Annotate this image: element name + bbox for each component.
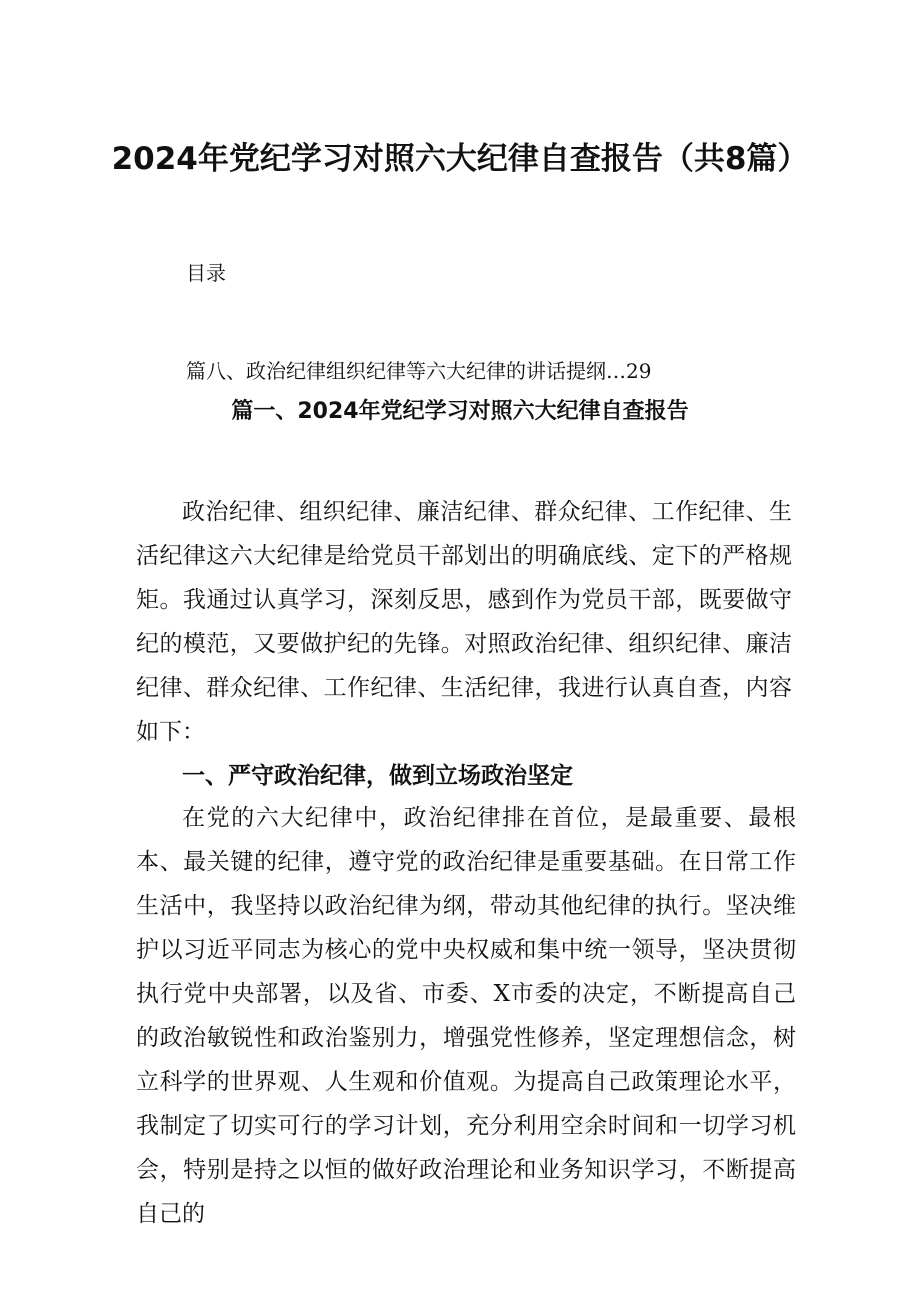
section-title: 篇一、2024年党纪学习对照六大纪律自查报告 [231,399,689,424]
toc-label: 目录 [186,261,226,285]
heading-political-discipline: 一、严守政治纪律，做到立场政治坚定 [182,763,573,789]
political-discipline-paragraph: 在党的六大纪律中，政治纪律排在首位，是最重要、最根本、最关键的纪律，遵守党的政治纪律是重要基础。在日常工作生活中，我坚持以政治纪律为纲，带动其他纪律的执行。坚决维护以习近平同志为核心的党中央权威和集中统一领导，坚决贯彻执行党中央部署，以及省、市委、X市委的决定，不断提高自己的政治敏锐性和政治鉴别力，增强党性修养，坚定理想信念，树立科学的世界观、人生观和价值观。为提高自己政策理论水平，我制定了切实可行的学习计划，充分利用空余时间和一切学习机会，特别是持之以恒的做好政治理论和业务知识学习，不断提高自己的 [136,805,796,1227]
intro-paragraph: 政治纪律、组织纪律、廉洁纪律、群众纪律、工作纪律、生活纪律这六大纪律是给党员干部划出的明确底线、定下的严格规矩。我通过认真学习，深刻反思，感到作为党员干部，既要做守纪的模范，又要做护纪的先锋。对照政治纪律、组织纪律、廉洁纪律、群众纪律、工作纪律、生活纪律，我进行认真自查，内容如下： [136,499,792,745]
toc-entry[interactable]: 篇八、政治纪律组织纪律等六大纪律的讲话提纲…29 [186,359,652,383]
document-title: 2024年党纪学习对照六大纪律自查报告（共8篇） [111,141,809,177]
